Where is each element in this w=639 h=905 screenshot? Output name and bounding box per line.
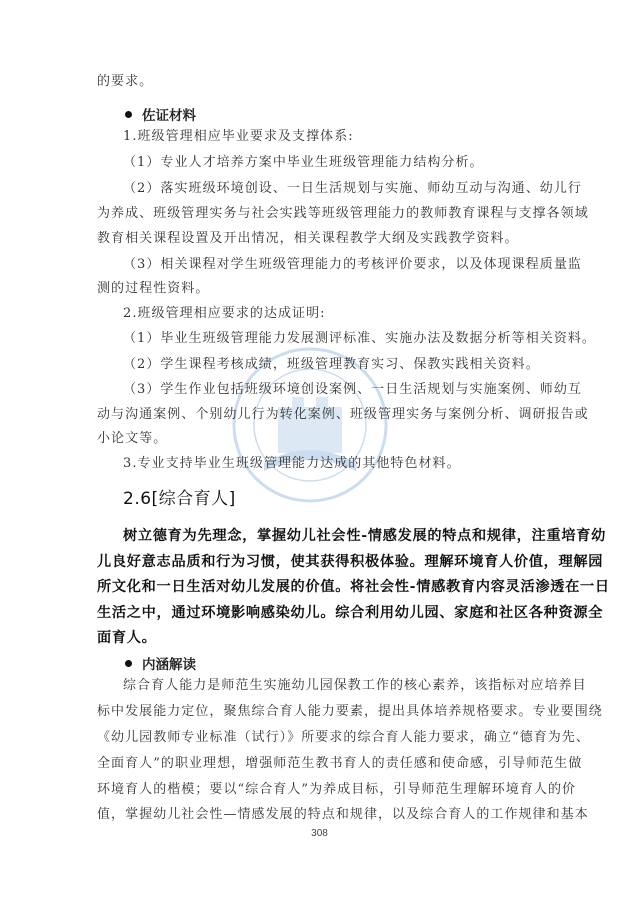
bullet-icon — [125, 111, 132, 118]
text-line: 动与沟通案例、个别幼儿行为转化案例、班级管理实务与案例分析、调研报告或 — [97, 407, 589, 422]
text-line: （2）学生课程考核成绩，班级管理教育实习、保教实践相关资料。 — [123, 357, 540, 372]
text-line: 教育相关课程设置及开出情况，相关课程教学大纲及实践教学资料。 — [97, 231, 519, 246]
page-number: 308 — [311, 828, 328, 839]
text-line: 的要求。 — [97, 74, 154, 89]
bold-text-line: 生活之中，通过环境影响感染幼儿。综合利用幼儿园、家庭和社区各种资源全 — [97, 605, 604, 621]
section-heading: 2.6[综合育人] — [123, 489, 236, 509]
text-line: 测的过程性资料。 — [97, 281, 210, 296]
text-line: （1）毕业生班级管理能力发展测评标准、实施办法及数据分析等相关资料。 — [123, 331, 596, 346]
text-line: 综合育人能力是师范生实施幼儿园保教工作的核心素养，该指标对应培养目 — [123, 678, 587, 693]
text-line: 全面育人”的职业理想，增强师范生教书育人的责任感和使命感，引导师范生做 — [97, 756, 583, 771]
interpretation-heading: 内涵解读 — [125, 656, 196, 674]
text-line: 标中发展能力定位，聚焦综合育人能力要素，提出具体培养规格要求。专业要围绕 — [97, 704, 603, 719]
text-line: 《幼儿园教师专业标准（试行）》所要求的综合育人能力要求，确立“德育为先、 — [97, 730, 590, 745]
bullet-icon — [125, 660, 132, 667]
text-line: 为养成、班级管理实务与社会实践等班级管理能力的教师教育课程与支撑各领域 — [97, 206, 589, 221]
bold-text-line: 树立德育为先理念，掌握幼儿社会性-情感发展的特点和规律，注重培育幼 — [123, 528, 606, 544]
text-line: 值，掌握幼儿社会性—情感发展的特点和规律，以及综合育人的工作规律和基本 — [97, 807, 589, 822]
bold-text-line: 面育人。 — [97, 630, 157, 646]
bold-text-line: 所文化和一日生活对幼儿发展的价值。将社会性-情感教育内容灵活渗透在一日 — [97, 579, 610, 595]
text-line: （2）落实班级环境创设、一日生活规划与实施、师幼互动与沟通、幼儿行 — [123, 181, 582, 196]
text-line: 1.班级管理相应毕业要求及支撑体系: — [123, 129, 354, 144]
bold-text-line: 儿良好意志品质和行为习惯，使其获得积极体验。理解环境育人价值，理解园 — [97, 554, 604, 570]
text-line: （3）相关课程对学生班级管理能力的考核评价要求，以及体现课程质量监 — [123, 257, 582, 272]
text-line: （1）专业人才培养方案中毕业生班级管理能力结构分析。 — [123, 155, 484, 170]
text-line: 3.专业支持毕业生班级管理能力达成的其他特色材料。 — [123, 456, 461, 471]
text-line: 环境育人的楷模；要以“综合育人”为养成目标，引导师范生理解环境育人的价 — [97, 782, 577, 797]
text-line: （3）学生作业包括班级环境创设案例、一日生活规划与实施案例、师幼互 — [123, 382, 582, 397]
evidence-heading: 佐证材料 — [125, 107, 196, 125]
text-line: 小论文等。 — [97, 431, 168, 446]
text-line: 2.班级管理相应要求的达成证明: — [123, 306, 326, 321]
